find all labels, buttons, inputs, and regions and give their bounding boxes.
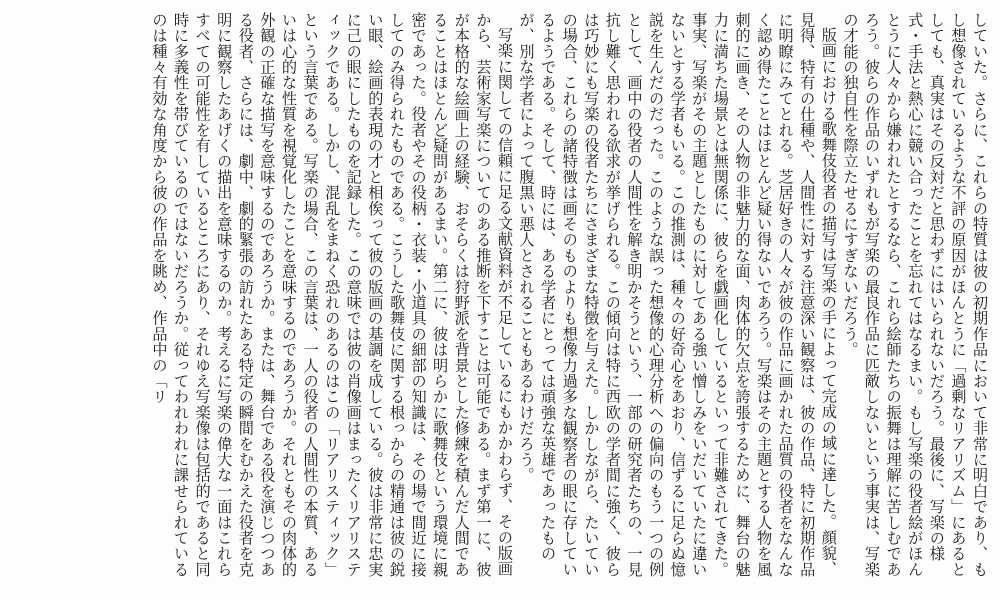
- paragraph: 版画における歌舞伎役者の描写は写楽の手によって完成の域に達した。顔貌、見得、特有の仕種や、人間性に対する注意深い観察は、彼の作品、特に初期作品に明瞭にみてとれる。芝居好きの人々が彼の作品に画かれた品質の役者をなんなく認め得たことはほとんど疑い得ないであろう。写楽はその主題とする人物を風刺的に画き、その人物の非魅力的な面、肉体的欠点を誇張するために、舞台の魅力に満ちた場景とは無関係に、彼らを戯画化しているといって非難されてきた。事実、写楽がその主題としたものに対してある強い憎しみをいだいていたに違いないとする学者もいる。この推測は、種々の好奇心をあおり、信ずるに足らぬ憶説を生んだのだった。このような誤った想像的心理分析への偏向のもう一つの例として、画中の役者の人間性を解き明かそうという、一部の研究者たちの、一見抗し難く思われる欲求が挙げられる。この傾向は特に西欧の学者間に強く、彼らは巧妙にも写楽の役者たちにさまざまな特徴を与えた。しかしながら、たいていの場合、これらの諸特徴は画そのものよりも想像力過多な観察者の眼に存しているようである。そして、時には、ある学者にとっては頑強な英雄であったものが、別な学者によって腹黒い悪人とされることもあるわけだろう。: [517, 12, 838, 578]
- vertical-text-body: [10, 12, 990, 588]
- paragraph: していた。さらに、これらの特質は彼の初期作品において非常に明白であり、もし想像されているような不評の原因がほんとうに「過剰なリアリズム」にあるとしても、真実はその反対だと思わずにはいられないだろう。最後に、写楽の様式・手法と熱心に競い合ったことを忘れてはなるまい。もし写楽の役者絵がほんとうに人々から嫌われたとするなら、これら絵師たちの振舞は理解に苦しむであろう。彼らの作品のいずれもが写楽の最良作品に匹敵しないという事実は、写楽の才能の独自性を際立たせるにすぎないだろう。: [841, 12, 989, 578]
- paragraph: 写楽に関しての信頼に足る文献資料が不足しているにもかかわらず、その版画から、芸術家写楽についてのある推断を下すことは可能である。まず第一に、彼が本格的な絵画上の経験、おそらくは狩野派を背景とした修練を積んだ人間であることはほとんど疑問があるまい。第二に、彼は明らかに歌舞伎という環境に親密であった。役者やその役柄・衣装・小道具の細部の知識は、その場で間近に接してのみ得られたものである。こうした歌舞伎に関する根っからの精通は彼の鋭い眼、絵画的表現の才と相俟って彼の版画の基調を成している。彼は非常に忠実に己の眼にしたものを記録した。この意味では彼の肖像画はまったくリアリスティックである。しかし、混乱をまねく恐れのあるのはこの「リアリスティック」という言葉である。写楽の場合、この言葉は、一人の役者の人間性の本質、あるいは心的な性質を視覚化したことを意味するのであろうか。それともその肉体的外観の正確な描写を意味するのであろうか。または、舞台である役を演じつつある役者、さらには、劇中、劇的緊張の訪れたある特定の瞬間をむかえた役者を克明に観察したあげくの描出を意味するのか。考えるに写楽の偉大な一面はこれらすべての可能性を有しているところにあり、それゆえ写楽像は包括的であると同時に多義性を帯びているのではないだろうか。従ってわれわれに課せられているのは種々有効な角度から彼の作品を眺め、作品中の「リ: [150, 12, 514, 578]
